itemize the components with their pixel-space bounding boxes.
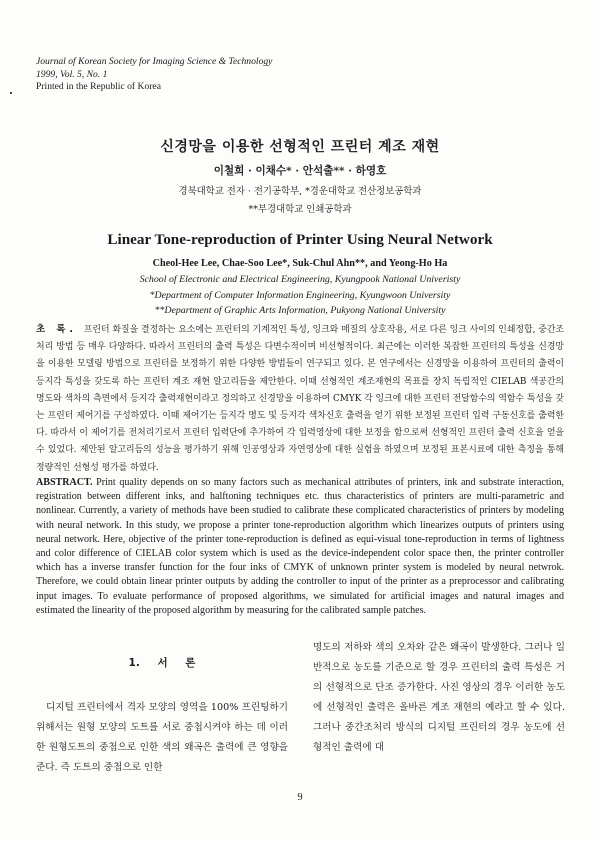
journal-issue: 1999, Vol. 5, No. 1 [36, 68, 108, 80]
korean-title: 신경망을 이용한 선형적인 프린터 계조 재현 [160, 139, 440, 155]
english-title: Linear Tone-reproduction of Printer Using Neural Network [107, 231, 493, 248]
korean-affiliation-1: 경북대학교 전자 · 전기공학부, *경운대학교 전산정보공학과 [178, 186, 422, 197]
korean-abstract-label: 초 록. [36, 324, 77, 335]
english-affiliation-3: **Department of Graphic Arts Information, Pukyong National University [154, 305, 446, 316]
english-abstract-label: ABSTRACT. [36, 477, 93, 488]
korean-abstract [36, 321, 564, 477]
english-affiliation-1: School of Electronic and Electrical Engineering, Kyungpook National Univeristy [139, 274, 461, 285]
page-number: 9 [297, 792, 303, 803]
printed-in: Printed in the Republic of Korea [36, 81, 161, 92]
english-affiliation-2: *Department of Computer Information Engineering, Kyungwoon University [149, 290, 451, 301]
section-heading: 1. 서 론 [128, 657, 196, 669]
english-authors: Cheol-Hee Lee, Chae-Soo Lee*, Suk-Chul Ahn**, and Yeong-Ho Ha [152, 258, 448, 269]
korean-authors: 이철희 · 이채수* · 안석출** · 하영호 [213, 165, 387, 177]
journal-name: Journal of Korean Society for Imaging Science & Technology [36, 56, 273, 67]
margin-mark [10, 92, 12, 94]
english-abstract-text: Print quality depends on so many factors such as mechanical attributes of printers, ink and substrate interaction, registration between different inks, and halftoning techniques etc. thus characteristics of printers are multi-parametric and nonlinear. Currently, a variety of methods have been studied to calibrate these complicated characteristics of printers by modeling with neural network. In this study, we propose a printer tone-reproduction algorithm which linearizes outputs of printers using neural network. Here, objective of the printer tone-reproduction is defined as equi-visual tone-reproduction in terms of lightness and color difference of CIELAB color system which is used as the device-independent color space then, the printer controller which has a inverse transfer function for the four inks of CMYK of unknown printer system is modeled by neural netwrok. Therefore, we could obtain linear printer outputs by adding the controller to input of the printer as a preprocessor and calibrating input images. To evaluate performance of proposed algorithms, we simulated for artificial images and natural images and estimated the linearity of the proposed algorithm by measuring for the calibrated sample patches. [36, 477, 565, 616]
body-right-column: 명도의 저하와 색의 오차와 같은 왜곡이 발생한다. 그러나 일반적으로 농도를 기준으로 할 경우 프린터의 출력 특성은 거의 선형적으로 단조 증가한다. 사진 영상의 경우 이러한 농도에 선형적인 출력은 올바른 계조 재현의 예라고 할 수 있다. 그러나 중간조처리 방식의 디지털 프린터의 경우 농도에 선형적인 출력에 대 [313, 642, 565, 753]
journal-info [36, 56, 272, 94]
english-abstract [36, 476, 564, 618]
body-left-column: 디지털 프린터에서 격자 모양의 영역을 100% 프린팅하기 위해서는 원형 모양의 도트를 서로 중첩시켜야 하는 데 이러한 원형도트의 중첩으로 인한 색의 왜곡은 출력에 큰 영향을 준다. 즉 도트의 중첩으로 인한 [36, 702, 288, 773]
korean-abstract-text: 프린터 화질을 결정하는 요소에는 프린터의 기계적인 특성, 잉크와 매질의 상호작용, 서로 다른 잉크 사이의 인쇄정합, 중간조처리 방법 등 매우 다양하다. 따라서 프린터의 출력 특성은 다변수적이며 비선형적이다. 최근에는 이러한 복잡한 프린터의 특성을 신경망을 이용한 모델링 방법으로 프린터를 보정하기 위한 다양한 방법들이 연구되고 있다. 본 연구에서는 신경망을 이용하여 프린터의 출력이 등지각 특성을 갖도록 하는 프린터 계조 재현 알고리듬을 제안한다. 이때 선형적인 계조재현의 목표를 장치 독립적인 CIELAB 색공간의 명도와 색차의 측면에서 등지각 출력재현이라고 정의하고 신경망을 이용하여 CMYK 각 잉크에 대한 프린터 전달함수의 역함수 특성을 갖는 프린터 제어기를 구성하였다. 이때 제어기는 등지각 명도 및 등지각 색차신호 출력을 얻기 위한 보정된 프린터 입력 구동신호를 출력한다. 따라서 이 제어기를 전처리기로서 프린터 입력단에 추가하여 각 입력영상에 대한 보정을 함으로써 선형적인 프린터 출력 신호을 얻을 수 있었다. 제안된 알고리듬의 성능을 평가하기 위해 인공영상과 자연영상에 대한 실험을 하였으며 보정된 표본시료에 대한 측정을 통해 정량적인 선형성 평가를 하였다. [36, 325, 564, 473]
korean-affiliation-2: **부경대학교 인쇄공학과 [248, 204, 352, 215]
